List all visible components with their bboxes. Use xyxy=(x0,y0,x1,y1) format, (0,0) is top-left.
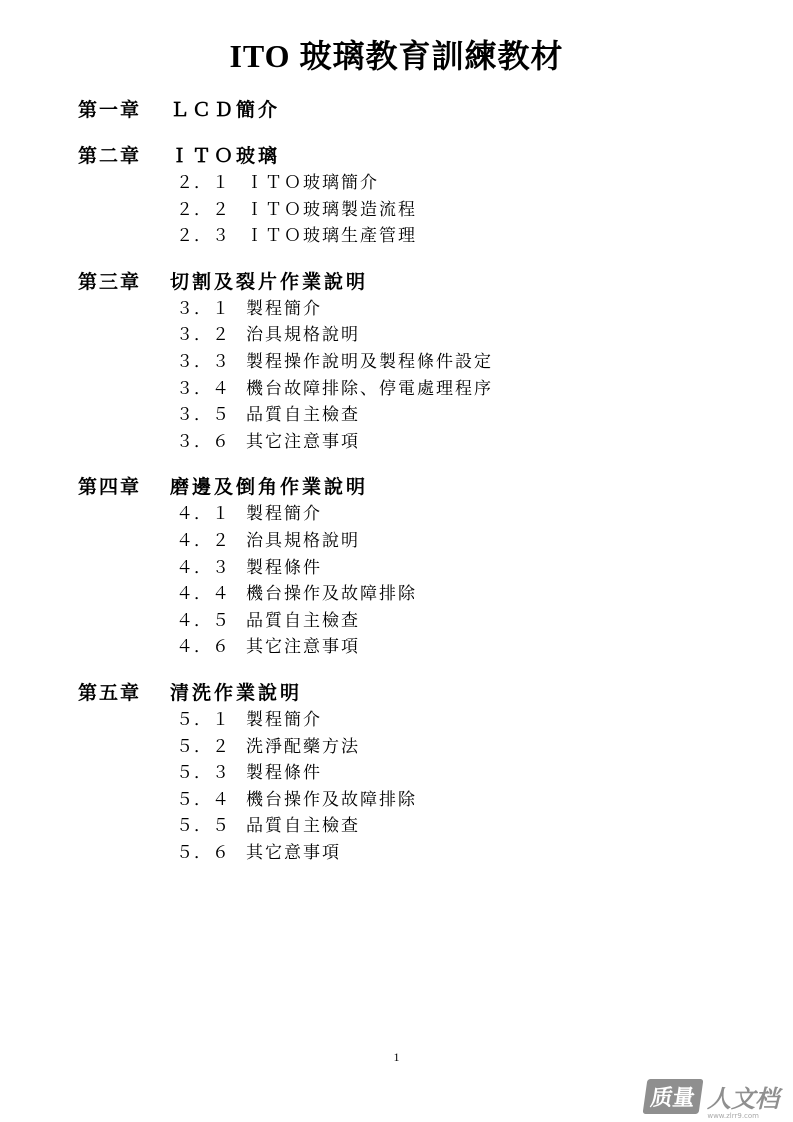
section-item xyxy=(176,707,758,734)
section-item xyxy=(176,528,758,555)
section-item xyxy=(176,376,758,403)
section-title: 製程條件 xyxy=(246,557,322,578)
section-number: ３．６ xyxy=(176,431,230,452)
section-item xyxy=(176,813,758,840)
watermark-url: www.zlrr9.com xyxy=(707,1112,759,1120)
watermark-logo xyxy=(645,1079,779,1120)
section-item xyxy=(176,349,758,376)
section-list xyxy=(176,707,758,867)
section-item xyxy=(176,322,758,349)
section-item xyxy=(176,555,758,582)
chapter xyxy=(78,679,758,867)
chapter-number: 第四章 xyxy=(78,476,142,499)
chapter-number: 第三章 xyxy=(78,270,142,293)
section-title: 治具規格說明 xyxy=(246,325,360,346)
section-number: ４．５ xyxy=(176,610,230,631)
section-item xyxy=(176,296,758,323)
section-list xyxy=(176,501,758,661)
section-number: ５．４ xyxy=(176,789,230,810)
section-number: ５．５ xyxy=(176,816,230,837)
section-item xyxy=(176,429,758,456)
section-title: 製程操作說明及製程條件設定 xyxy=(246,351,493,372)
section-title: 品質自主檢查 xyxy=(246,816,360,837)
section-item xyxy=(176,608,758,635)
section-title: 治具規格說明 xyxy=(246,530,360,551)
section-number: ４．１ xyxy=(176,504,230,525)
section-title: 製程簡介 xyxy=(246,298,322,319)
section-title: 製程條件 xyxy=(246,763,322,784)
section-number: ４．６ xyxy=(176,637,230,658)
section-title: ＩＴＯ玻璃製造流程 xyxy=(246,199,417,220)
section-title: 品質自主檢查 xyxy=(246,405,360,426)
watermark-box-text: 质量 xyxy=(643,1079,704,1114)
chapter xyxy=(78,96,758,124)
section-item xyxy=(176,581,758,608)
table-of-contents xyxy=(78,96,758,884)
section-number: ２．２ xyxy=(176,199,230,220)
chapter-title: ＩＴＯ玻璃 xyxy=(170,145,281,167)
chapter-number: 第一章 xyxy=(78,99,142,121)
chapter-heading xyxy=(78,142,758,170)
chapter xyxy=(78,142,758,250)
chapter-title: 切割及裂片作業說明 xyxy=(170,270,369,293)
section-item xyxy=(176,197,758,224)
section-number: ５．２ xyxy=(176,736,230,757)
section-number: ３．４ xyxy=(176,378,230,399)
section-title: 製程簡介 xyxy=(246,504,322,525)
section-title: 製程簡介 xyxy=(246,709,322,730)
section-title: 洗淨配藥方法 xyxy=(246,736,360,757)
section-number: ３．２ xyxy=(176,325,230,346)
section-number: ５．３ xyxy=(176,763,230,784)
section-item xyxy=(176,840,758,867)
chapter-title: 磨邊及倒角作業說明 xyxy=(170,476,369,499)
chapter xyxy=(78,268,758,456)
section-title: 品質自主檢查 xyxy=(246,610,360,631)
section-number: ２．３ xyxy=(176,226,230,247)
section-number: ３．３ xyxy=(176,351,230,372)
section-item xyxy=(176,223,758,250)
chapter-heading xyxy=(78,473,758,501)
section-list xyxy=(176,170,758,250)
section-number: ４．３ xyxy=(176,557,230,578)
chapter-heading xyxy=(78,96,758,124)
chapter xyxy=(78,473,758,661)
section-number: ５．１ xyxy=(176,709,230,730)
section-title: ＩＴＯ玻璃簡介 xyxy=(246,173,379,193)
section-number: ５．６ xyxy=(176,842,230,863)
section-list xyxy=(176,296,758,456)
section-title: 其它注意事項 xyxy=(246,637,360,658)
section-title: ＩＴＯ玻璃生產管理 xyxy=(246,226,417,247)
section-number: ３．５ xyxy=(176,405,230,426)
chapter-title: ＬＣＤ簡介 xyxy=(170,99,281,121)
section-number: ３．１ xyxy=(176,298,230,319)
section-title: 其它意事項 xyxy=(246,842,341,863)
section-item xyxy=(176,402,758,429)
chapter-title: 清洗作業說明 xyxy=(170,681,303,704)
watermark-text: 人文档 xyxy=(707,1085,779,1113)
section-number: ４．４ xyxy=(176,584,230,605)
document-title: ITO 玻璃教育訓練教材 xyxy=(229,38,564,74)
section-number: ２．１ xyxy=(176,173,230,193)
section-item xyxy=(176,734,758,761)
page-number: 1 xyxy=(393,1050,400,1064)
section-item xyxy=(176,501,758,528)
chapter-number: 第二章 xyxy=(78,145,142,167)
section-item xyxy=(176,170,758,197)
section-item xyxy=(176,634,758,661)
section-title: 機台故障排除、停電處理程序 xyxy=(246,378,493,399)
section-number: ４．２ xyxy=(176,530,230,551)
section-title: 其它注意事項 xyxy=(246,431,360,452)
chapter-number: 第五章 xyxy=(78,681,142,704)
section-title: 機台操作及故障排除 xyxy=(246,584,417,605)
section-item xyxy=(176,760,758,787)
chapter-heading xyxy=(78,679,758,707)
section-item xyxy=(176,787,758,814)
section-title: 機台操作及故障排除 xyxy=(246,789,417,810)
chapter-heading xyxy=(78,268,758,296)
